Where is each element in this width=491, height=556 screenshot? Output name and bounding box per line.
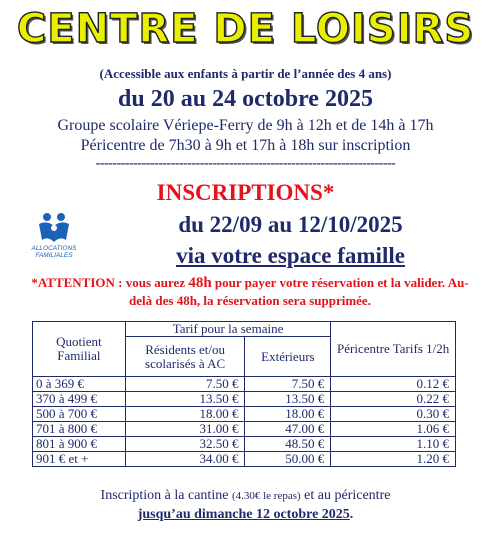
cell-residents: 32.50 € <box>125 437 245 452</box>
deadline-line <box>0 507 491 523</box>
age-requirement: (Accessible aux enfants à partir de l’année des 4 ans) <box>99 66 392 81</box>
dashed-separator: ------------------------------------------------------------------------ <box>95 156 396 171</box>
tariff-table <box>32 321 456 467</box>
via-espace-famille: via votre espace famille <box>176 243 405 268</box>
cell-residents: 13.50 € <box>125 392 245 407</box>
cell-pericentre: 1.20 € <box>331 452 456 467</box>
cell-quotient: 370 à 499 € <box>33 392 126 407</box>
deadline-end: . <box>349 507 354 522</box>
cell-exterieurs: 13.50 € <box>245 392 331 407</box>
header-exterieurs: Extérieurs <box>245 337 331 377</box>
table-row <box>33 377 456 392</box>
location-hours: Groupe scolaire Vériepe-Ferry de 9h à 12h et de 14h à 17h <box>57 117 434 134</box>
warning-part1: *ATTENTION : vous aurez <box>31 275 189 290</box>
header-pericentre: Péricentre Tarifs 1/2h <box>331 322 456 377</box>
header-residents: Résidents et/ou scolarisés à AC <box>125 337 245 377</box>
cell-quotient: 701 à 800 € <box>33 422 126 437</box>
cell-pericentre: 0.22 € <box>331 392 456 407</box>
cell-pericentre: 1.10 € <box>331 437 456 452</box>
cell-pericentre: 0.30 € <box>331 407 456 422</box>
warning-emph: 48h <box>188 275 212 291</box>
inscriptions-heading: INSCRIPTIONS* <box>156 180 335 205</box>
table-row <box>33 407 456 422</box>
logo-text-line2: FAMILIALES <box>35 252 73 259</box>
warning-notice <box>30 274 470 309</box>
cantine-part2: et au péricentre <box>300 488 391 503</box>
cantine-info <box>0 488 491 504</box>
header-quotient-familial: Quotient Familial <box>33 322 126 377</box>
caf-allocations-familiales-logo <box>30 210 78 260</box>
cell-quotient: 901 € et + <box>33 452 126 467</box>
header-tarif-semaine: Tarif pour la semaine <box>125 322 331 337</box>
warning-part2: pour payer votre réservation et la valider. Au-delà des 48h, la réservation sera supprimée. <box>129 275 469 308</box>
cell-residents: 18.00 € <box>125 407 245 422</box>
logo-text-line1: ALLOCATIONS <box>31 245 77 252</box>
registration-period: du 22/09 au 12/10/2025 <box>178 212 403 237</box>
cell-residents: 7.50 € <box>125 377 245 392</box>
cell-exterieurs: 18.00 € <box>245 407 331 422</box>
session-dates: du 20 au 24 octobre 2025 <box>118 86 373 112</box>
table-row <box>33 452 456 467</box>
pericentre-hours: Péricentre de 7h30 à 9h et 17h à 18h sur inscription <box>80 137 411 154</box>
cell-residents: 34.00 € <box>125 452 245 467</box>
cell-exterieurs: 47.00 € <box>245 422 331 437</box>
page-title: CENTRE DE LOISIRS <box>16 6 475 52</box>
cell-quotient: 0 à 369 € <box>33 377 126 392</box>
cell-exterieurs: 48.50 € <box>245 437 331 452</box>
cell-pericentre: 0.12 € <box>331 377 456 392</box>
table-row <box>33 392 456 407</box>
cantine-price: (4.30€ le repas) <box>231 490 301 502</box>
cantine-part1: Inscription à la cantine <box>100 488 232 503</box>
cell-quotient: 500 à 700 € <box>33 407 126 422</box>
cell-pericentre: 1.06 € <box>331 422 456 437</box>
cell-exterieurs: 50.00 € <box>245 452 331 467</box>
table-row <box>33 422 456 437</box>
table-row <box>33 437 456 452</box>
cell-exterieurs: 7.50 € <box>245 377 331 392</box>
cell-quotient: 801 à 900 € <box>33 437 126 452</box>
deadline-date: jusqu’au dimanche 12 octobre 2025 <box>137 507 350 522</box>
cell-residents: 31.00 € <box>125 422 245 437</box>
